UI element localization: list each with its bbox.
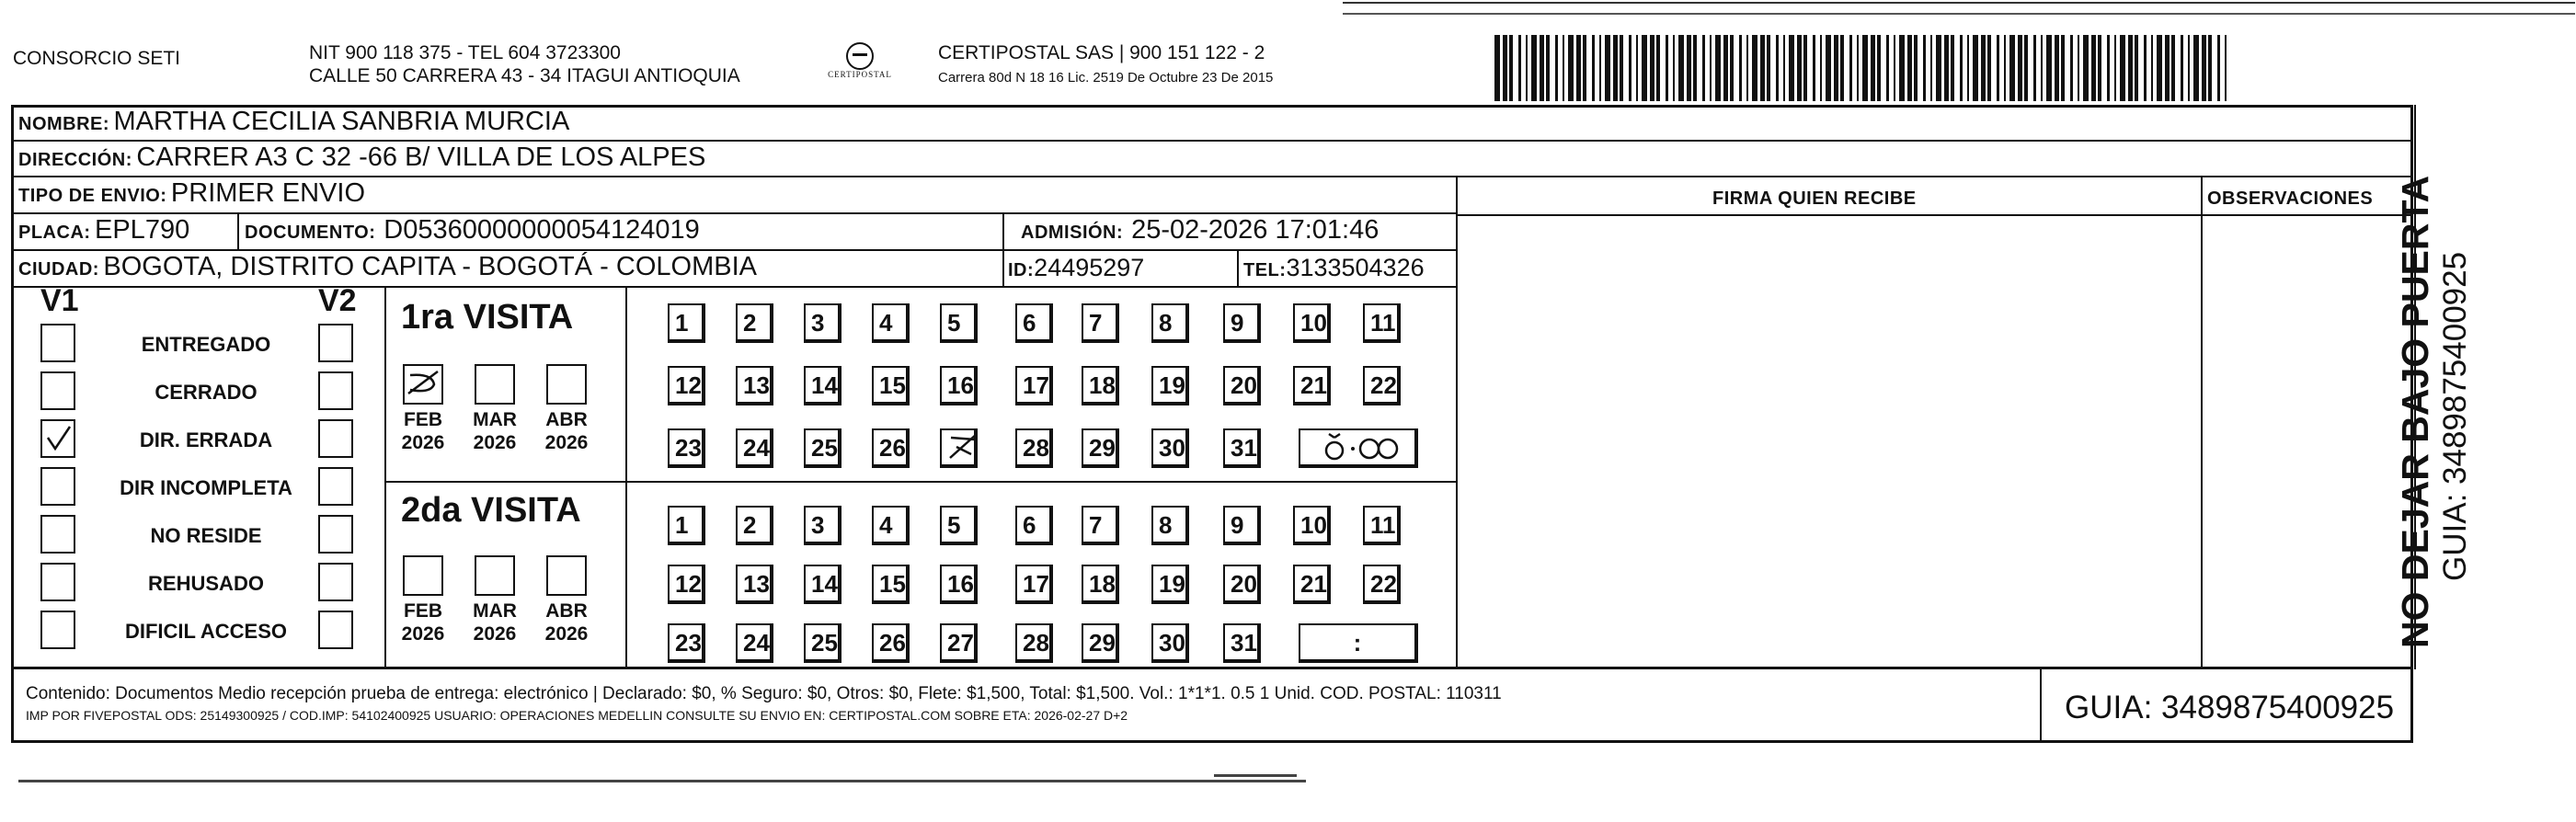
documento-label: DOCUMENTO: [245, 223, 376, 243]
barcode-bar [1760, 35, 1765, 101]
barcode-bar [2181, 35, 2183, 101]
barcode-bar [1849, 35, 1852, 101]
day-box[interactable]: 30 [1151, 623, 1189, 663]
v1-checkbox[interactable] [40, 419, 75, 458]
barcode-bar [1678, 35, 1684, 101]
barcode-bar [1666, 35, 1668, 101]
id-value: 24495297 [1034, 254, 1145, 281]
month-name: MAR [473, 600, 517, 622]
day-box[interactable]: 15 [872, 366, 910, 405]
no-dejar-notice: NO DEJAR BAJO PUERTA [2394, 175, 2436, 648]
bottom-rule [18, 780, 1306, 782]
observaciones-header: OBSERVACIONES [2207, 188, 2374, 209]
logo-icon [846, 42, 874, 70]
day-box[interactable]: 9 [1223, 506, 1261, 545]
barcode-bar [2208, 35, 2212, 101]
barcode-bar [1599, 35, 1601, 101]
day-box[interactable]: 12 [668, 366, 705, 405]
nombre-label: NOMBRE: [18, 114, 110, 134]
certipostal-line: CERTIPOSTAL SAS | 900 151 122 - 2 [938, 42, 1265, 63]
rule [11, 286, 1458, 288]
tel-row [1243, 254, 1425, 282]
month-label [395, 599, 451, 645]
barcode-bar [1803, 35, 1807, 101]
month-label [539, 408, 594, 454]
day-box[interactable]: 4 [872, 303, 910, 343]
mark-icon [405, 366, 441, 403]
tel-label: TEL: [1243, 260, 1287, 280]
barcode-bar [2135, 35, 2138, 101]
barcode-bar [2128, 35, 2133, 101]
day-box[interactable]: 14 [804, 366, 841, 405]
rule [625, 286, 627, 669]
barcode [1494, 35, 2230, 101]
barcode-bar [1702, 35, 1705, 101]
day-box[interactable]: 22 [1363, 565, 1401, 604]
month-checkbox[interactable] [403, 555, 443, 596]
day-box[interactable]: 1 [668, 303, 705, 343]
v2-checkbox[interactable] [318, 611, 353, 649]
day-box[interactable]: 16 [940, 565, 978, 604]
check-mark-icon [42, 421, 74, 456]
documento-value: D05360000000054124019 [384, 215, 700, 245]
month-checkbox[interactable] [475, 364, 515, 405]
day-box[interactable]: 31 [1223, 623, 1261, 663]
month-checkbox[interactable] [475, 555, 515, 596]
v2-checkbox[interactable] [318, 467, 353, 506]
barcode-bar [2018, 35, 2022, 101]
barcode-bar [2070, 35, 2073, 101]
barcode-bar [1862, 35, 1868, 101]
barcode-bar [1951, 35, 1954, 101]
day-box[interactable]: 8 [1151, 506, 1189, 545]
day-box[interactable]: 8 [1151, 303, 1189, 343]
day-box[interactable]: 23 [668, 428, 705, 468]
footer-contents: Contenido: Documentos Medio recepción prueba de entrega: electrónico | Declarado: $0, % Seguro: $0, Otros: $0, Flete: $1,500, Total: $1,500. Vol.: 1*1*1. 0.5 1 Unid. COD. POSTAL: 110311 [26, 684, 1502, 703]
company-name: CONSORCIO SETI [13, 48, 181, 69]
first-visit-title: 1ra VISITA [401, 298, 574, 337]
barcode-bar [1981, 35, 1986, 101]
admision-label: ADMISIÓN: [1021, 223, 1124, 243]
day-box[interactable]: 11 [1363, 303, 1401, 343]
rule [386, 481, 1458, 483]
day-box[interactable]: 30 [1151, 428, 1189, 468]
barcode-bar [1715, 35, 1721, 101]
v1-checkbox[interactable] [40, 611, 75, 649]
barcode-bar [1967, 35, 1969, 101]
barcode-bar [2120, 35, 2125, 101]
barcode-bar [1503, 35, 1507, 101]
time-box[interactable]: : [1299, 623, 1418, 663]
day-box[interactable]: 11 [1363, 506, 1401, 545]
day-box[interactable]: 2 [736, 506, 773, 545]
admision-row [1021, 215, 1379, 245]
v1-checkbox[interactable] [40, 563, 75, 601]
barcode-bar [1656, 35, 1660, 101]
day-box[interactable]: 26 [872, 623, 910, 663]
barcode-bar [1826, 35, 1831, 101]
barcode-bar [1783, 35, 1785, 101]
day-box[interactable]: 18 [1082, 366, 1119, 405]
barcode-bar [1797, 35, 1802, 101]
barcode-bar [1894, 35, 1895, 101]
barcode-bar [1886, 35, 1889, 101]
barcode-bar [1576, 35, 1581, 101]
barcode-bar [2078, 35, 2079, 101]
barcode-bar [2217, 35, 2220, 101]
placa-label: PLACA: [18, 223, 91, 243]
barcode-bar [1710, 35, 1712, 101]
status-label: REHUSADO [148, 572, 264, 595]
day-box[interactable]: 5 [940, 303, 978, 343]
day-box[interactable]: 19 [1151, 565, 1189, 604]
v2-checkbox[interactable] [318, 419, 353, 458]
barcode-bar [1944, 35, 1949, 101]
handwritten-time-icon [1307, 430, 1408, 463]
day-box[interactable]: 6 [1015, 506, 1053, 545]
barcode-bar [1592, 35, 1595, 101]
ciudad-value: BOGOTA, DISTRITO CAPITA - BOGOTÁ - COLOMBIA [103, 252, 757, 281]
day-box[interactable]: 24 [736, 623, 773, 663]
day-box[interactable]: 26 [872, 428, 910, 468]
v1-checkbox[interactable] [40, 324, 75, 362]
ciudad-label: CIUDAD: [18, 259, 99, 280]
placa-row [18, 215, 189, 245]
barcode-bar [1555, 35, 1558, 101]
barcode-bar [1583, 35, 1586, 101]
certipostal-logo [828, 42, 892, 97]
barcode-bar [2107, 35, 2110, 101]
barcode-bar [1494, 35, 1500, 101]
id-label: ID: [1008, 260, 1035, 280]
barcode-bar [1914, 35, 1918, 101]
barcode-bar [1526, 35, 1528, 101]
barcode-bar [1546, 35, 1550, 101]
barcode-bar [1613, 35, 1618, 101]
nit-line: NIT 900 118 375 - TEL 604 3723300 [309, 42, 621, 63]
rule [384, 286, 386, 669]
top-rule [1343, 2, 2575, 4]
day-box[interactable]: 20 [1223, 565, 1261, 604]
month-name: MAR [473, 409, 517, 430]
rule [2040, 669, 2042, 743]
day-box[interactable]: 29 [1082, 428, 1119, 468]
day-box[interactable]: 25 [804, 623, 841, 663]
guia-number: GUIA: 3489875400925 [2065, 690, 2395, 725]
direccion-value: CARRER A3 C 32 -66 B/ VILLA DE LOS ALPES [136, 143, 706, 172]
barcode-bar [2225, 35, 2227, 101]
barcode-bar [2188, 35, 2190, 101]
barcode-bar [2024, 35, 2028, 101]
barcode-bar [1752, 35, 1757, 101]
rule [1456, 176, 1458, 669]
barcode-bar [2061, 35, 2065, 101]
day-box[interactable]: 10 [1293, 303, 1331, 343]
barcode-bar [2046, 35, 2052, 101]
barcode-bar [1518, 35, 1521, 101]
day-box[interactable]: 12 [668, 565, 705, 604]
barcode-bar [1730, 35, 1734, 101]
address-line: CALLE 50 CARRERA 43 - 34 ITAGUI ANTIOQUIA [309, 65, 740, 86]
barcode-bar [1687, 35, 1691, 101]
barcode-bar [2033, 35, 2036, 101]
v2-checkbox[interactable] [318, 371, 353, 410]
nombre-row [18, 107, 569, 137]
day-box[interactable]: 29 [1082, 623, 1119, 663]
day-box[interactable]: 21 [1293, 565, 1331, 604]
month-name: ABR [545, 409, 588, 430]
day-box[interactable]: 15 [872, 565, 910, 604]
footer-frame [11, 669, 2413, 743]
barcode-bar [2055, 35, 2059, 101]
direccion-label: DIRECCIÓN: [18, 150, 132, 170]
v2-checkbox[interactable] [318, 324, 353, 362]
month-year: 2026 [544, 623, 589, 645]
rule [1237, 249, 1239, 286]
barcode-bar [1605, 35, 1610, 101]
day-box[interactable]: 4 [872, 506, 910, 545]
day-box[interactable]: 13 [736, 366, 773, 405]
barcode-bar [1629, 35, 1631, 101]
rule [237, 212, 239, 249]
day-box[interactable]: 17 [1015, 565, 1053, 604]
day-box[interactable]: 6 [1015, 303, 1053, 343]
day-box[interactable]: 23 [668, 623, 705, 663]
v2-checkbox[interactable] [318, 563, 353, 601]
footer-print-info: IMP POR FIVEPOSTAL ODS: 25149300925 / COD.IMP: 54102400925 USUARIO: OPERACIONES MEDELLIN CONSULTE SU ENVIO EN: CERTIPOSTAL.COM SOBRE ETA: 2026-02-27 D+2 [26, 708, 1128, 723]
barcode-bar [1723, 35, 1728, 101]
day-box[interactable]: 14 [804, 565, 841, 604]
day-box[interactable] [940, 428, 978, 468]
month-label [467, 599, 522, 645]
rule [1458, 214, 2413, 216]
v2-header: V2 [318, 283, 357, 318]
barcode-bar [1923, 35, 1926, 101]
month-label [539, 599, 594, 645]
status-label: DIFICIL ACCESO [124, 620, 287, 643]
tel-value: 3133504326 [1286, 254, 1425, 281]
barcode-bar [1540, 35, 1544, 101]
day-box[interactable]: 24 [736, 428, 773, 468]
firma-header: FIRMA QUIEN RECIBE [1712, 188, 1917, 209]
admision-value: 25-02-2026 17:01:46 [1131, 215, 1380, 245]
month-checkbox[interactable] [403, 364, 443, 405]
barcode-bar [1568, 35, 1574, 101]
day-box[interactable]: 25 [804, 428, 841, 468]
day-box[interactable]: 7 [1082, 506, 1119, 545]
placa-value: EPL790 [95, 215, 190, 245]
month-year: 2026 [473, 432, 517, 453]
day-box[interactable]: 2 [736, 303, 773, 343]
month-checkbox[interactable] [546, 555, 587, 596]
barcode-bar [2114, 35, 2116, 101]
day-box[interactable]: 13 [736, 565, 773, 604]
rule [11, 212, 1458, 214]
barcode-bar [1509, 35, 1513, 101]
day-box[interactable]: 16 [940, 366, 978, 405]
rule [2201, 176, 2203, 669]
day-box[interactable]: 1 [668, 506, 705, 545]
time-box[interactable] [1299, 428, 1418, 468]
day-box[interactable]: 10 [1293, 506, 1331, 545]
barcode-bar [2193, 35, 2199, 101]
status-label: DIR INCOMPLETA [120, 476, 292, 499]
rule [11, 176, 2413, 177]
month-label [395, 408, 451, 454]
rule [1002, 212, 1004, 249]
barcode-bar [2157, 35, 2162, 101]
barcode-bar [1857, 35, 1859, 101]
month-name: FEB [404, 600, 442, 622]
day-box[interactable]: 17 [1015, 366, 1053, 405]
status-label: ENTREGADO [141, 333, 271, 356]
day-box[interactable]: 9 [1223, 303, 1261, 343]
barcode-bar [1693, 35, 1697, 101]
day-box[interactable]: 21 [1293, 366, 1331, 405]
barcode-bar [1987, 35, 1991, 101]
month-name: ABR [545, 600, 588, 622]
top-rule-2 [1343, 13, 2575, 15]
barcode-bar [1642, 35, 1647, 101]
license-line: Carrera 80d N 18 16 Lic. 2519 De Octubre 23 De 2015 [938, 70, 1274, 86]
barcode-bar [2165, 35, 2170, 101]
day-box[interactable]: 22 [1363, 366, 1401, 405]
rule [11, 140, 2413, 142]
form-frame [11, 105, 2413, 669]
month-year: 2026 [401, 623, 445, 645]
tipo-label: TIPO DE ENVIO: [18, 186, 167, 206]
barcode-bar [2151, 35, 2153, 101]
v1-checkbox[interactable] [40, 467, 75, 506]
day-box[interactable]: 28 [1015, 428, 1053, 468]
tipo-row [18, 178, 365, 209]
month-name: FEB [404, 409, 442, 430]
day-box[interactable]: 28 [1015, 623, 1053, 663]
month-year: 2026 [473, 623, 517, 645]
month-year: 2026 [401, 432, 445, 453]
barcode-bar [1960, 35, 1963, 101]
v1-header: V1 [40, 283, 79, 318]
barcode-bar [1871, 35, 1875, 101]
barcode-bar [2091, 35, 2096, 101]
tipo-value: PRIMER ENVIO [170, 178, 366, 208]
barcode-bar [2004, 35, 2006, 101]
v1-checkbox[interactable] [40, 371, 75, 410]
ciudad-row [18, 252, 757, 282]
barcode-bar [2083, 35, 2089, 101]
barcode-bar [1840, 35, 1844, 101]
day-box[interactable]: 7 [1082, 303, 1119, 343]
barcode-bar [1673, 35, 1675, 101]
barcode-bar [1899, 35, 1905, 101]
rule [11, 249, 1458, 251]
barcode-bar [1620, 35, 1623, 101]
barcode-bar [1834, 35, 1838, 101]
direccion-row [18, 143, 705, 173]
day-box[interactable]: 18 [1082, 565, 1119, 604]
logo-caption: CERTIPOSTAL [828, 70, 892, 79]
nombre-value: MARTHA CECILIA SANBRIA MURCIA [113, 107, 570, 136]
bottom-rule-2 [1214, 774, 1297, 777]
barcode-bar [1776, 35, 1779, 101]
day-box[interactable]: 27 [940, 623, 978, 663]
barcode-bar [1739, 35, 1742, 101]
barcode-bar [1650, 35, 1654, 101]
documento-row [245, 215, 700, 245]
barcode-bar [1907, 35, 1912, 101]
barcode-bar [1877, 35, 1881, 101]
barcode-bar [1930, 35, 1932, 101]
month-checkbox[interactable] [546, 364, 587, 405]
day-box[interactable]: 31 [1223, 428, 1261, 468]
rule [1002, 249, 1004, 286]
barcode-bar [2171, 35, 2175, 101]
id-row [1008, 254, 1144, 282]
barcode-bar [1636, 35, 1638, 101]
barcode-bar [2098, 35, 2101, 101]
day-box[interactable]: 3 [804, 303, 841, 343]
month-label [467, 408, 522, 454]
v2-checkbox[interactable] [318, 515, 353, 554]
barcode-bar [1997, 35, 1999, 101]
barcode-bar [1746, 35, 1748, 101]
status-label: NO RESIDE [150, 524, 262, 547]
mark-icon [947, 430, 979, 463]
barcode-bar [1563, 35, 1564, 101]
barcode-bar [1813, 35, 1815, 101]
day-box[interactable]: 19 [1151, 366, 1189, 405]
day-box[interactable]: 20 [1223, 366, 1261, 405]
barcode-bar [1936, 35, 1941, 101]
day-box[interactable]: 5 [940, 506, 978, 545]
barcode-bar [2041, 35, 2043, 101]
barcode-bar [1767, 35, 1770, 101]
v1-checkbox[interactable] [40, 515, 75, 554]
status-label: CERRADO [155, 381, 258, 404]
barcode-bar [2009, 35, 2015, 101]
second-visit-title: 2da VISITA [401, 491, 581, 530]
barcode-bar [1973, 35, 1978, 101]
barcode-bar [2202, 35, 2206, 101]
status-label: DIR. ERRADA [139, 428, 273, 451]
barcode-bar [1820, 35, 1822, 101]
month-year: 2026 [544, 432, 589, 453]
guia-vertical: GUIA: 3489875400925 [2437, 251, 2473, 581]
barcode-bar [2144, 35, 2147, 101]
day-box[interactable]: 3 [804, 506, 841, 545]
barcode-bar [1531, 35, 1537, 101]
barcode-bar [1789, 35, 1794, 101]
